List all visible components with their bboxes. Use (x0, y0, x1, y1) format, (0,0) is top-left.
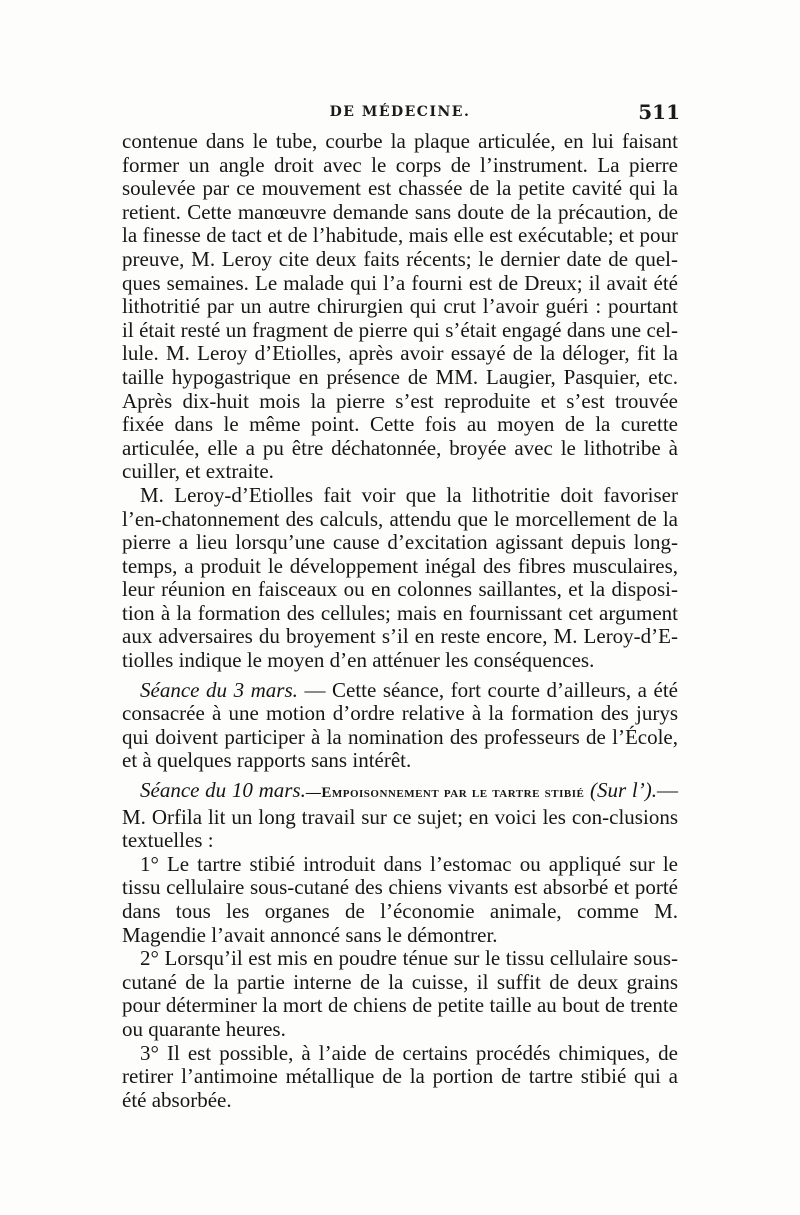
running-head (120, 100, 680, 124)
paragraph-leroy-etiolles: M. Leroy-d’Etiolles fait voir que la lithotritie doit favoriser l’en-chatonnement des calculs, attendu que le morcellement de la pierre a lieu lorsqu’une cause d’excitation agissant depuis long-temps, a produit le développement inégal des fibres musculaires, leur réunion en faisceaux ou en colonnes saillantes, et la disposi-tion à la formation des cellules; mais en fournissant cet argument aux adversaires du broyement s’il en reste encore, M. Leroy-d’E-tiolles indique le moyen d’en atténuer les conséquences. (122, 482, 678, 673)
seance-3-mars-text: — Cette séance, fort courte d’ailleurs, a été consacrée à une motion d’ordre relative à la formation des jurys qui doivent participer à la nomination des professeurs de l’École, et à quelques rapports sans intérêt. (122, 677, 678, 773)
body-text (122, 130, 678, 1112)
seance-10-mars-title: Séance du 10 mars. (140, 778, 306, 803)
seance-3-mars-title: Séance du 3 mars. (140, 677, 298, 702)
page-number: 511 (638, 100, 680, 124)
seance-10-mars-subject-paren: (Sur l’). (590, 778, 657, 803)
paragraph-lithotritie-procedure: contenue dans le tube, courbe la plaque articulée, en lui faisant former un angle droit avec le corps de l’instrument. La pierre soulevée par ce mouvement est chassée de la petite cavité qui la retient. Cette manœuvre demande sans doute de la précaution, de la finesse de tact et de l’habitude, mais elle est exécutable; et pour preuve, M. Leroy cite deux faits récents; le dernier date de quel-ques semaines. Le malade qui l’a fourni est de Dreux; il avait été lithotritié par un autre chirurgien qui crut l’avoir guéri : pourtant il était resté un fragment de pierre qui s’était engagé dans une cel-lule. M. Leroy d’Etiolles, après avoir essayé de la déloger, fit la taille hypogastrique en présence de MM. Laugier, Pasquier, etc. Après dix-huit mois la pierre s’est reproduite et s’est trouvée fixée dans le même point. Cette fois au moyen de la curette articulée, elle a pu être déchatonnée, broyée avec le lithotribe à cuiller, et extraite. (122, 129, 678, 484)
conclusion-3: 3° Il est possible, à l’aide de certains procédés chimiques, de retirer l’antimoine métallique de la portion de tartre stibié qui a été absorbée. (122, 1040, 678, 1112)
conclusion-1: 1° Le tartre stibié introduit dans l’estomac ou appliqué sur le tissu cellulaire sous-cutané des chiens vivants est absorbé et porté dans tous les organes de l’économie animale, comme M. Magendie l’avait annoncé sans le démontrer. (122, 851, 678, 947)
seance-10-mars-subject: —Empoisonnement par le tartre stibié (305, 785, 585, 802)
running-title: DE MÉDECINE. (329, 104, 471, 120)
conclusion-2: 2° Lorsqu’il est mis en poudre ténue sur le tissu cellulaire sous-cutané de la partie interne de la cuisse, il suffit de deux grains pour déterminer la mort de chiens de petite taille au bout de trente ou quarante heures. (122, 946, 678, 1041)
paragraph-seance-10-mars (122, 779, 678, 853)
paragraph-seance-3-mars (122, 679, 678, 773)
seance-10-mars-text: —M. Orfila lit un long travail sur ce sujet; en voici les con-clusions textuelles : (122, 778, 678, 853)
